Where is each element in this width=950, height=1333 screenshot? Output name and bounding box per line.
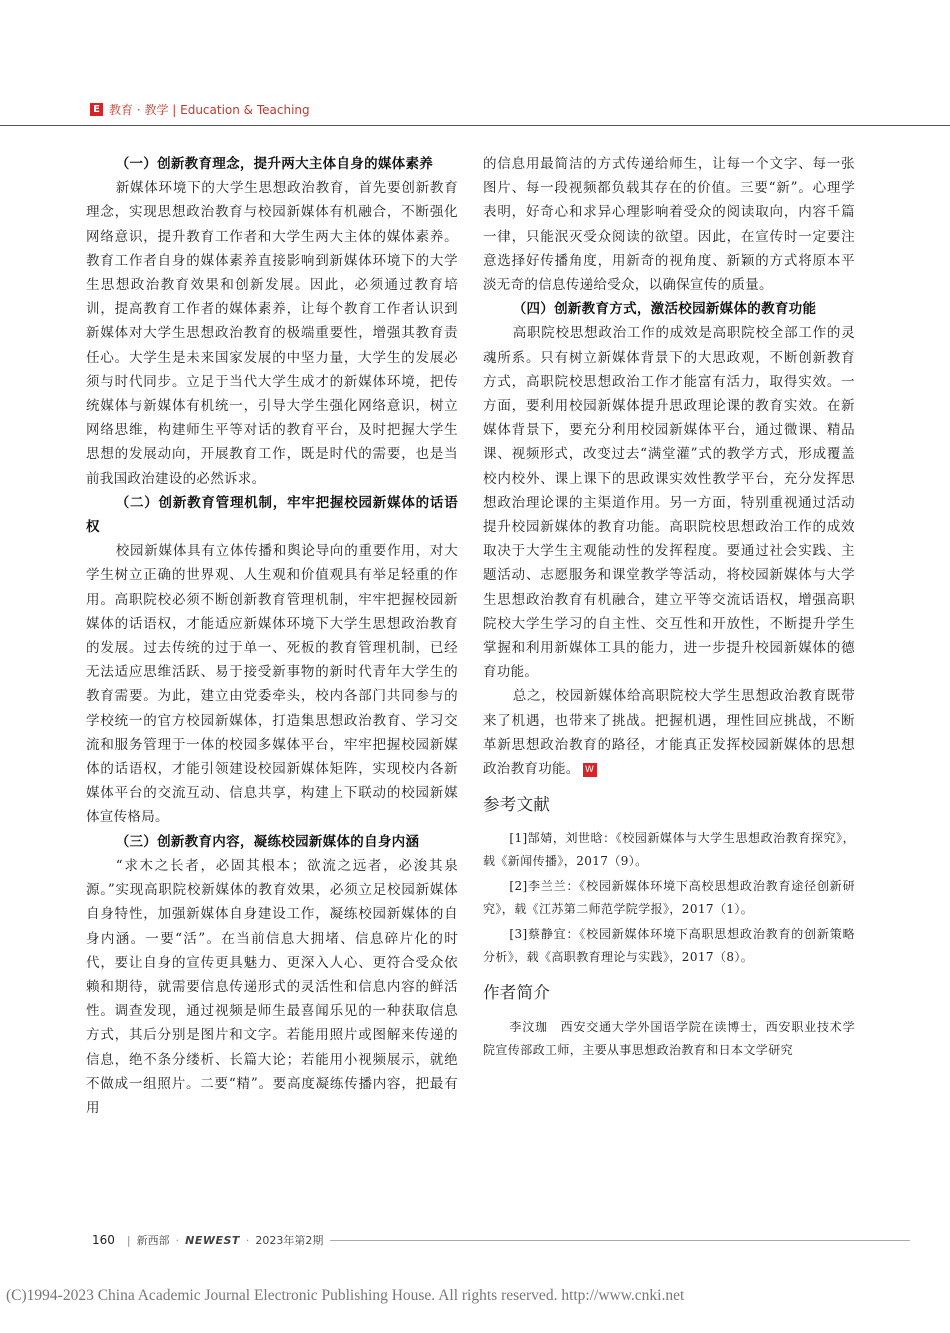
section-heading (86, 491, 458, 539)
paragraph-text: 总之，校园新媒体给高职院校大学生思想政治教育既带来了机遇，也带来了挑战。把握机遇，理性回应挑战，不断革新思想政治教育的路径，才能真正发挥校园新媒体的思想政治教育功能。 (483, 688, 855, 778)
end-mark-icon: W (583, 763, 597, 777)
section-heading (483, 297, 855, 321)
body-paragraph (86, 539, 458, 829)
header-divider (0, 125, 950, 126)
section-heading (86, 830, 458, 854)
journal-name-cn: 新西部 (136, 1234, 170, 1247)
body-paragraph (86, 176, 458, 491)
paragraph-text: 的信息用最简洁的方式传递给师生，让每一个文字、每一张图片、每一段视频都负载其存在的价值。三要“新”。心理学表明，好奇心和求异心理影响着受众的阅读取向，内容千篇一律，只能泯灭受众阅读的欲望。因此，在宣传时一定要注意选择好传播角度，用新奇的视角度、新颖的方式将原本平淡无奇的信息传递给受众，以确保宣传的质量。 (483, 156, 855, 294)
right-column (483, 152, 855, 1062)
section-logo-icon: E (90, 103, 103, 116)
references-title: 参考文献 (483, 795, 551, 815)
references-list (483, 827, 855, 969)
paragraph-text: “求木之长者，必固其根本；欲流之远者，必浚其泉源。”实现高职院校新媒体的教育效果，必须立足校园新媒体自身特性，加强新媒体自身建设工作，凝练校园新媒体的自身内涵。一要“活”。在当前信息大拥堵、信息碎片化的时代，要让自身的宣传更具魅力、更深入人心、更符合受众依赖和期待，就需要信息传递形式的灵活性和信息内容的鲜活性。调查发现，通过视频是师生最喜闻乐见的一种获取信息方式，其后分别是图片和文字。若能用照片或图解来传递的信息，绝不条分缕析、长篇大论；若能用小视频展示，就绝不做成一组照片。二要“精”。要高度凝练传播内容，把最有用 (86, 857, 458, 1116)
author-bio: 李汶珈 西安交通大学外国语学院在读博士，西安职业技术学院宣传部政工师，主要从事思想政治教育和日本文学研究 (483, 1019, 855, 1057)
reference-item: [3]蔡静宜：《校园新媒体环境下高职思想政治教育的创新策略分析》，载《高职教育理论与实践》，2017（8）。 (483, 927, 855, 965)
footer-divider (330, 1240, 910, 1241)
journal-issue: 2023年第2期 (255, 1234, 324, 1247)
header-title: 教育 · 教学 | Education & Teaching (109, 102, 310, 117)
paragraph-text: （一）创新教育理念，提升两大主体自身的媒体素养 (115, 156, 434, 172)
paragraph-text: （三）创新教育内容，凝练校园新媒体的自身内涵 (115, 833, 420, 850)
paragraph-text: （二）创新教育管理机制，牢牢把握校园新媒体的话语权 (86, 494, 458, 536)
page-footer (92, 1232, 323, 1248)
footer-separator: | (126, 1233, 131, 1247)
reference-item: [1]郜婧，刘世晗：《校园新媒体与大学生思想政治教育探究》，载《新闻传播》，2017（9）。 (483, 831, 855, 869)
body-paragraph (483, 321, 855, 684)
running-header (90, 100, 310, 118)
body-paragraph (483, 684, 855, 781)
left-column (86, 152, 458, 1120)
page-number: 160 (92, 1233, 115, 1247)
paragraph-text: 高职院校思想政治工作的成效是高职院校全部工作的灵魂所系。只有树立新媒体背景下的大思政观，不断创新教育方式，高职院校思想政治工作才能富有活力，取得实效。一方面，要利用校园新媒体提升思政理论课的教育实效。在新媒体背景下，要充分利用校园新媒体平台，通过微课、精品课、视频形式，改变过去“满堂灌”式的教学方式，形成覆盖校内校外、课上课下的思政课实效性教学平台，充分发挥思想政治理论课的主渠道作用。另一方面，特别重视通过活动提升校园新媒体的教育功能。高职院校思想政治工作的成效取决于大学生主观能动性的发挥程度。要通过社会实践、主题活动、志愿服务和课堂教学等活动，将校园新媒体与大学生思想政治教育有机融合，建立平等交流话语权，增强高职院校大学生学习的自主性、交互性和开放性，不断提升学生掌握和利用新媒体工具的能力，进一步提升校园新媒体的德育功能。 (483, 325, 855, 681)
right-column-body (483, 152, 855, 781)
section-heading (86, 152, 458, 176)
journal-name-en: NEWEST (185, 1233, 240, 1247)
copyright-watermark: (C)1994-2023 China Academic Journal Electronic Publishing House. All rights reserved. http://www.cnki.net (6, 1287, 685, 1304)
paragraph-text: 校园新媒体具有立体传播和舆论导向的重要作用，对大学生树立正确的世界观、人生观和价值观具有举足轻重的作用。高职院校必须不断创新教育管理机制，牢牢把握校园新媒体的话语权，才能适应新媒体环境下大学生思想政治教育的发展。过去传统的过于单一、死板的教育管理机制，已经无法适应思维活跃、易于接受新事物的新时代青年大学生的教育需要。为此，建立由党委牵头，校内各部门共同参与的学校统一的官方校园新媒体，打造集思想政治教育、学习交流和服务管理于一体的校园多媒体平台，牢牢把握校园新媒体的话语权，才能引领建设校园新媒体矩阵，实现校内各新媒体平台的交流互动、信息共享，构建上下联动的校园新媒体宣传格局。 (86, 543, 458, 826)
paragraph-text: （四）创新教育方式，激活校园新媒体的教育功能 (512, 301, 817, 318)
reference-item: [2]李兰兰：《校园新媒体环境下高校思想政治教育途径创新研究》，载《江苏第二师范学院学报》，2017（1）。 (483, 879, 855, 917)
author-title: 作者简介 (483, 983, 551, 1003)
paragraph-text: 新媒体环境下的大学生思想政治教育，首先要创新教育理念，实现思想政治教育与校园新媒体有机融合，不断强化网络意识，提升教育工作者和大学生两大主体的媒体素养。教育工作者自身的媒体素养直接影响到新媒体环境下的大学生思想政治教育效果和创新发展。因此，必须通过教育培训，提高教育工作者的媒体素养，让每个教育工作者认识到新媒体对大学生思想政治教育的极端重要性，增强其教育责任心。大学生是未来国家发展的中坚力量，大学生的发展必须与时代同步。立足于当代大学生成才的新媒体环境，把传统媒体与新媒体有机统一，引导大学生强化网络意识，树立网络思维，构建师生平等对话的教育平台，及时把握大学生思想的发展动向，开展教育工作，既是时代的需要，也是当前我国政治建设的必然诉求。 (86, 180, 458, 487)
footer-dot: · (245, 1233, 250, 1247)
body-paragraph (86, 854, 458, 1120)
body-paragraph (483, 152, 855, 297)
footer-dot: · (175, 1233, 180, 1247)
